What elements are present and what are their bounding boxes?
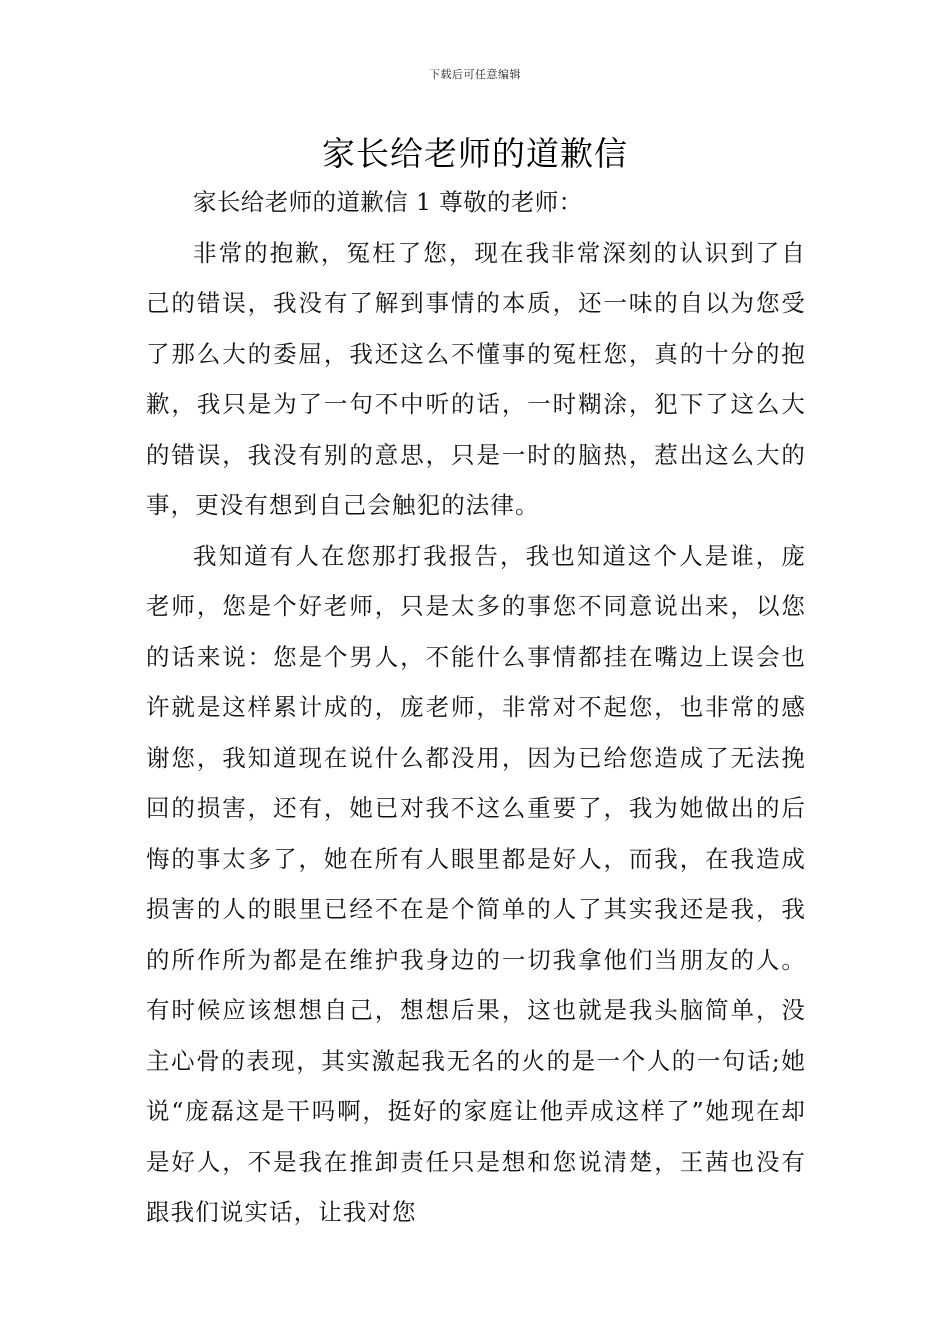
document-body [146,177,806,1238]
document-title: 家长给老师的道歉信 [322,134,628,173]
header-note: 下载后可任意编辑 [429,68,521,81]
body-paragraph: 非常的抱歉，冤枉了您，现在我非常深刻的认识到了自己的错误，我没有了解到事情的本质，还一味的自以为您受了那么大的委屈，我还这么不懂事的冤枉您，真的十分的抱歉，我只是为了一句不中听的话，一时糊涂，犯下了这么大的错误，我没有别的意思，只是一时的脑热，惹出这么大的事，更没有想到自己会触犯的法律。 [146,238,806,519]
body-paragraph: 我知道有人在您那打我报告，我也知道这个人是谁，庞老师，您是个好老师，只是太多的事您不同意说出来，以您的话来说：您是个男人，不能什么事情都挂在嘴边上误会也许就是这样累计成的，庞老师，非常对不起您，也非常的感谢您，我知道现在说什么都没用，因为已给您造成了无法挽回的损害，还有，她已对我不这么重要了，我为她做出的后悔的事太多了，她在所有人眼里都是好人，而我，在我造成损害的人的眼里已经不在是个简单的人了其实我还是我，我的所作所为都是在维护我身边的一切我拿他们当朋友的人。有时候应该想想自己，想想后果，这也就是我头脑简单，没主心骨的表现，其实激起我无名的火的是一个人的一句话;她说“庞磊这是干吗啊，挺好的家庭让他弄成这样了”她现在却是好人，不是我在推卸责任只是想和您说清楚，王茜也没有跟我们说实话，让我对您 [146,541,806,1226]
salutation-paragraph: 家长给老师的道歉信 1 尊敬的老师： [193,188,583,216]
